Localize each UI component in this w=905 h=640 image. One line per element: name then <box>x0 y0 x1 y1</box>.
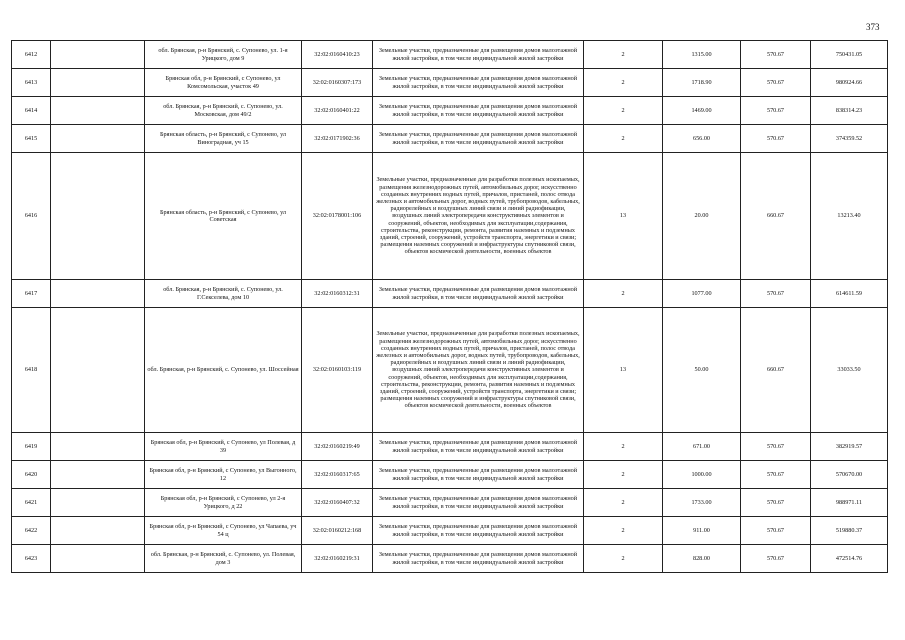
cadastral-number-cell: 32:02:0160219:31 <box>302 545 373 573</box>
address-cell: Брянская область, р-н Брянский, с Супонево, ул Виноградная, уч 15 <box>145 125 302 153</box>
rate-cell: 570.67 <box>741 461 811 489</box>
table-row <box>12 97 888 125</box>
address-cell: Брянская обл, р-н Брянский, с Супонево, ул Полевая, д 39 <box>145 433 302 461</box>
address-cell: Брянская обл, р-н Брянский, с Супонево, ул Комсомольская, участок 49 <box>145 69 302 97</box>
cadastral-value-cell: 472514.76 <box>811 545 888 573</box>
cadastral-number-cell: 32:02:0160307:173 <box>302 69 373 97</box>
cadastral-value-cell: 838314.23 <box>811 97 888 125</box>
table-row <box>12 517 888 545</box>
cadastral-value-cell: 750431.05 <box>811 41 888 69</box>
cadastral-number-cell: 32:02:0160212:168 <box>302 517 373 545</box>
area-cell: 20.00 <box>663 153 741 280</box>
category-cell: 2 <box>584 433 663 461</box>
category-cell: 2 <box>584 97 663 125</box>
address-cell: Брянская обл, р-н Брянский, с Супонево, ул Выгонного, 12 <box>145 461 302 489</box>
row-number: 6420 <box>12 461 51 489</box>
empty-cell <box>51 41 145 69</box>
empty-cell <box>51 433 145 461</box>
rate-cell: 570.67 <box>741 517 811 545</box>
empty-cell <box>51 153 145 280</box>
empty-cell <box>51 280 145 308</box>
area-cell: 1000.00 <box>663 461 741 489</box>
empty-cell <box>51 517 145 545</box>
row-number: 6423 <box>12 545 51 573</box>
cadastral-value-cell: 570670.00 <box>811 461 888 489</box>
cadastral-value-cell: 614611.59 <box>811 280 888 308</box>
land-use-cell: Земельные участки, предназначенные для размещения домов малоэтажной жилой застройки, в том числе индивидуальной жилой застройки <box>373 69 584 97</box>
cadastral-number-cell: 32:02:0171902:36 <box>302 125 373 153</box>
address-cell: обл. Брянская, р-н Брянский, с. Супонево, ул. Московская, дом 49/2 <box>145 97 302 125</box>
cadastral-number-cell: 32:02:0160103:119 <box>302 308 373 433</box>
empty-cell <box>51 97 145 125</box>
land-use-cell: Земельные участки, предназначенные для размещения домов малоэтажной жилой застройки, в том числе индивидуальной жилой застройки <box>373 489 584 517</box>
cadastral-value-cell: 980924.66 <box>811 69 888 97</box>
cadastral-number-cell: 32:02:0160219:49 <box>302 433 373 461</box>
row-number: 6416 <box>12 153 51 280</box>
empty-cell <box>51 125 145 153</box>
rate-cell: 570.67 <box>741 125 811 153</box>
table-row <box>12 125 888 153</box>
category-cell: 2 <box>584 489 663 517</box>
cadastral-value-cell: 988971.11 <box>811 489 888 517</box>
rate-cell: 570.67 <box>741 41 811 69</box>
area-cell: 1315.00 <box>663 41 741 69</box>
address-cell: обл. Брянская, р-н Брянский, с. Супонево, ул. 1-я Урицкого, дом 9 <box>145 41 302 69</box>
address-cell: Брянская область, р-н Брянский, с Супонево, ул Советская <box>145 153 302 280</box>
empty-cell <box>51 69 145 97</box>
land-use-cell: Земельные участки, предназначенные для размещения домов малоэтажной жилой застройки, в том числе индивидуальной жилой застройки <box>373 125 584 153</box>
cadastral-number-cell: 32:02:0160317:65 <box>302 461 373 489</box>
area-cell: 1718.90 <box>663 69 741 97</box>
cadastral-number-cell: 32:02:0160410:23 <box>302 41 373 69</box>
land-use-cell: Земельные участки, предназначенные для размещения домов малоэтажной жилой застройки, в том числе индивидуальной жилой застройки <box>373 41 584 69</box>
area-cell: 671.00 <box>663 433 741 461</box>
cadastral-number-cell: 32:02:0160407:32 <box>302 489 373 517</box>
category-cell: 2 <box>584 41 663 69</box>
row-number: 6419 <box>12 433 51 461</box>
land-use-cell: Земельные участки, предназначенные для разработки полезных ископаемых, размещения железнодорожных путей, автомобильных дорог, искусственно созданных внутренних водных путей, причалов, пристаней, полос отвода железных и автомобильных дорог, водных путей, трубопроводов, кабельных, радиорелейных и воздушных линий связи и линий радиофикации, воздушных линий электропередачи конструктивных элементов и сооружений, объектов, необходимых для эксплуатации,содержания, строительства, реконструкции, ремонта, развития наземных и подземных зданий, строений, сооружений, устройств транспорта, энергетики и связи; размещения наземных сооружений и инфраструктуры спутниковой связи, объектов космической деятельности, военных объектов <box>373 153 584 280</box>
category-cell: 2 <box>584 461 663 489</box>
land-use-cell: Земельные участки, предназначенные для размещения домов малоэтажной жилой застройки, в том числе индивидуальной жилой застройки <box>373 517 584 545</box>
address-cell: обл. Брянская, р-н Брянский, с. Супонево, ул. Г.Секселева, дом 10 <box>145 280 302 308</box>
table-row <box>12 41 888 69</box>
address-cell: Брянская обл, р-н Брянский, с Супонево, ул Чапаева, уч 54 ц <box>145 517 302 545</box>
cadastral-value-cell: 374359.52 <box>811 125 888 153</box>
area-cell: 50.00 <box>663 308 741 433</box>
area-cell: 656.00 <box>663 125 741 153</box>
empty-cell <box>51 461 145 489</box>
empty-cell <box>51 545 145 573</box>
cadastral-number-cell: 32:02:0160401:22 <box>302 97 373 125</box>
area-cell: 911.00 <box>663 517 741 545</box>
land-use-cell: Земельные участки, предназначенные для размещения домов малоэтажной жилой застройки, в том числе индивидуальной жилой застройки <box>373 545 584 573</box>
land-use-cell: Земельные участки, предназначенные для размещения домов малоэтажной жилой застройки, в том числе индивидуальной жилой застройки <box>373 461 584 489</box>
table-row <box>12 545 888 573</box>
empty-cell <box>51 489 145 517</box>
rate-cell: 570.67 <box>741 280 811 308</box>
cadastral-value-cell: 13213.40 <box>811 153 888 280</box>
area-cell: 1077.00 <box>663 280 741 308</box>
row-number: 6418 <box>12 308 51 433</box>
land-use-cell: Земельные участки, предназначенные для разработки полезных ископаемых, размещения железнодорожных путей, автомобильных дорог, искусственно созданных внутренних водных путей, причалов, пристаней, полос отвода железных и автомобильных дорог, водных путей, трубопроводов, кабельных, радиорелейных и воздушных линий связи и линий радиофикации, воздушных линий электропередачи конструктивных элементов и сооружений, объектов, необходимых для эксплуатации,содержания, строительства, реконструкции, ремонта, развития наземных и подземных зданий, строений, сооружений, устройств транспорта, энергетики и связи; размещения наземных сооружений и инфраструктуры спутниковой связи, объектов космической деятельности, военных объектов <box>373 308 584 433</box>
address-cell: обл. Брянская, р-н Брянский, с. Супонево, ул. Полевая, дом 3 <box>145 545 302 573</box>
cadastral-value-cell: 519880.37 <box>811 517 888 545</box>
category-cell: 13 <box>584 308 663 433</box>
category-cell: 13 <box>584 153 663 280</box>
cadastral-value-cell: 33033.50 <box>811 308 888 433</box>
category-cell: 2 <box>584 545 663 573</box>
category-cell: 2 <box>584 517 663 545</box>
row-number: 6412 <box>12 41 51 69</box>
address-cell: Брянская обл, р-н Брянский, с Супонево, ул 2-я Урицкого, д 22 <box>145 489 302 517</box>
rate-cell: 570.67 <box>741 489 811 517</box>
cadastral-value-cell: 382919.57 <box>811 433 888 461</box>
table-row <box>12 489 888 517</box>
row-number: 6414 <box>12 97 51 125</box>
row-number: 6415 <box>12 125 51 153</box>
rate-cell: 660.67 <box>741 308 811 433</box>
rate-cell: 570.67 <box>741 545 811 573</box>
land-use-cell: Земельные участки, предназначенные для размещения домов малоэтажной жилой застройки, в том числе индивидуальной жилой застройки <box>373 280 584 308</box>
cadastral-number-cell: 32:02:0160312:31 <box>302 280 373 308</box>
table-row <box>12 280 888 308</box>
category-cell: 2 <box>584 69 663 97</box>
area-cell: 1733.00 <box>663 489 741 517</box>
rate-cell: 570.67 <box>741 433 811 461</box>
table-row <box>12 69 888 97</box>
rate-cell: 570.67 <box>741 69 811 97</box>
land-valuation-table <box>11 40 888 573</box>
row-number: 6421 <box>12 489 51 517</box>
category-cell: 2 <box>584 280 663 308</box>
table-row <box>12 308 888 433</box>
row-number: 6413 <box>12 69 51 97</box>
empty-cell <box>51 308 145 433</box>
table-row <box>12 461 888 489</box>
land-use-cell: Земельные участки, предназначенные для размещения домов малоэтажной жилой застройки, в том числе индивидуальной жилой застройки <box>373 97 584 125</box>
table-row <box>12 153 888 280</box>
row-number: 6422 <box>12 517 51 545</box>
rate-cell: 660.67 <box>741 153 811 280</box>
area-cell: 828.00 <box>663 545 741 573</box>
page-number: 373 <box>866 22 880 32</box>
row-number: 6417 <box>12 280 51 308</box>
category-cell: 2 <box>584 125 663 153</box>
table-row <box>12 433 888 461</box>
area-cell: 1469.00 <box>663 97 741 125</box>
address-cell: обл. Брянская, р-н Брянский, с. Супонево, ул. Шоссейная <box>145 308 302 433</box>
cadastral-number-cell: 32:02:0178001:106 <box>302 153 373 280</box>
land-use-cell: Земельные участки, предназначенные для размещения домов малоэтажной жилой застройки, в том числе индивидуальной жилой застройки <box>373 433 584 461</box>
rate-cell: 570.67 <box>741 97 811 125</box>
